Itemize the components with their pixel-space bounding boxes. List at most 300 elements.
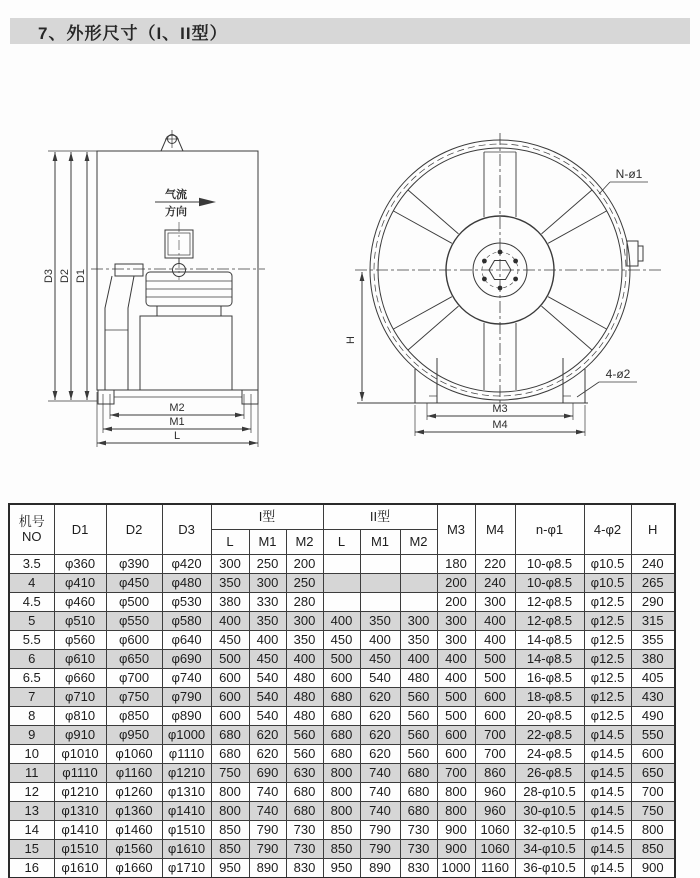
table-row — [9, 840, 675, 859]
table-cell: φ12.5 — [584, 707, 631, 726]
table-cell: φ580 — [162, 612, 211, 631]
table-cell: 250 — [286, 574, 323, 593]
table-cell: 8 — [9, 707, 54, 726]
table-cell: 680 — [323, 707, 360, 726]
table-cell: 5.5 — [9, 631, 54, 650]
table-cell: 30-φ10.5 — [515, 802, 584, 821]
table-cell: 560 — [286, 726, 323, 745]
header-4-phi2: 4-φ2 — [584, 504, 631, 555]
table-cell: φ660 — [54, 669, 106, 688]
table-cell: 350 — [400, 631, 437, 650]
table-cell: φ1610 — [162, 840, 211, 859]
table-cell: 400 — [360, 631, 400, 650]
foot-span-dimensions — [415, 403, 585, 436]
table-cell: 900 — [437, 840, 475, 859]
technical-drawings — [0, 55, 700, 495]
header-d3: D3 — [162, 504, 211, 555]
table-cell: 740 — [249, 783, 286, 802]
table-cell — [400, 593, 437, 612]
table-cell: 300 — [437, 631, 475, 650]
table-cell: φ14.5 — [584, 726, 631, 745]
table-cell: φ14.5 — [584, 859, 631, 878]
table-cell: 36-φ10.5 — [515, 859, 584, 878]
table-cell: φ1110 — [54, 764, 106, 783]
table-cell: 790 — [249, 840, 286, 859]
table-cell: 850 — [323, 821, 360, 840]
table-cell: 560 — [286, 745, 323, 764]
table-cell: 860 — [475, 764, 515, 783]
table-cell: 3.5 — [9, 555, 54, 574]
table-cell: 620 — [360, 726, 400, 745]
table-cell: φ1510 — [162, 821, 211, 840]
table-cell — [360, 574, 400, 593]
table-cell: 800 — [323, 764, 360, 783]
table-cell: 620 — [360, 745, 400, 764]
table-cell: φ910 — [54, 726, 106, 745]
table-cell: 4.5 — [9, 593, 54, 612]
table-cell: 355 — [631, 631, 675, 650]
table-cell: φ510 — [54, 612, 106, 631]
table-cell: φ890 — [162, 707, 211, 726]
table-cell: 740 — [360, 783, 400, 802]
table-cell: 500 — [211, 650, 249, 669]
table-cell: 10-φ8.5 — [515, 555, 584, 574]
left-foot — [98, 390, 114, 404]
table-cell: 400 — [475, 612, 515, 631]
table-cell: φ750 — [106, 688, 162, 707]
table-cell: 600 — [211, 707, 249, 726]
table-cell: 26-φ8.5 — [515, 764, 584, 783]
table-cell: 20-φ8.5 — [515, 707, 584, 726]
table-cell: 450 — [323, 631, 360, 650]
table-cell: 890 — [249, 859, 286, 878]
header-type2-l: L — [323, 530, 360, 555]
table-cell: 620 — [360, 688, 400, 707]
table-cell: 15 — [9, 840, 54, 859]
table-cell: φ12.5 — [584, 669, 631, 688]
side-view-drawing — [43, 130, 265, 447]
table-cell: φ1160 — [106, 764, 162, 783]
table-cell: φ1110 — [162, 745, 211, 764]
table-cell: 315 — [631, 612, 675, 631]
table-cell: 300 — [249, 574, 286, 593]
table-cell: 34-φ10.5 — [515, 840, 584, 859]
table-cell: 14 — [9, 821, 54, 840]
table-cell: 1160 — [475, 859, 515, 878]
table-cell: 350 — [249, 612, 286, 631]
table-cell: φ560 — [54, 631, 106, 650]
table-cell: 600 — [211, 669, 249, 688]
table-cell: 500 — [323, 650, 360, 669]
header-h: H — [631, 504, 675, 555]
dim-label-h: H — [345, 336, 357, 344]
table-row — [9, 859, 675, 878]
table-cell: 700 — [631, 783, 675, 802]
table-cell: 180 — [437, 555, 475, 574]
table-cell — [360, 593, 400, 612]
section-title: 7、外形尺寸（I、II型） — [38, 23, 228, 43]
table-cell: 680 — [211, 745, 249, 764]
header-type1-m1: M1 — [249, 530, 286, 555]
table-cell: φ10.5 — [584, 574, 631, 593]
table-cell: 950 — [323, 859, 360, 878]
table-cell: 680 — [323, 726, 360, 745]
table-cell: φ1410 — [54, 821, 106, 840]
table-cell — [323, 593, 360, 612]
table-cell: φ1410 — [162, 802, 211, 821]
table-cell: 380 — [211, 593, 249, 612]
table-cell: 220 — [475, 555, 515, 574]
table-cell: 12-φ8.5 — [515, 612, 584, 631]
table-cell: 12-φ8.5 — [515, 593, 584, 612]
table-cell: 10-φ8.5 — [515, 574, 584, 593]
dim-label-m1: M1 — [169, 416, 185, 428]
table-cell: 600 — [211, 688, 249, 707]
table-cell: 620 — [360, 707, 400, 726]
table-cell: 500 — [437, 707, 475, 726]
table-cell: 730 — [286, 821, 323, 840]
airflow-label-bottom: 方向 — [165, 206, 187, 218]
table-row — [9, 650, 675, 669]
table-cell: 800 — [211, 783, 249, 802]
table-cell: φ1460 — [106, 821, 162, 840]
header-no — [9, 504, 54, 555]
table-cell: 850 — [211, 840, 249, 859]
header-type1-l: L — [211, 530, 249, 555]
dim-label-d2: D2 — [59, 268, 71, 284]
table-cell: 600 — [475, 707, 515, 726]
table-cell: 500 — [475, 650, 515, 669]
table-cell: 480 — [400, 669, 437, 688]
table-cell: 490 — [631, 707, 675, 726]
table-cell: 680 — [286, 783, 323, 802]
table-cell: φ420 — [162, 555, 211, 574]
table-cell: 400 — [286, 650, 323, 669]
table-cell: φ1060 — [106, 745, 162, 764]
table-cell: φ390 — [106, 555, 162, 574]
table-cell: φ790 — [162, 688, 211, 707]
table-cell: 600 — [475, 688, 515, 707]
airflow-annotation — [155, 187, 216, 218]
table-cell: φ1210 — [162, 764, 211, 783]
table-cell: φ500 — [106, 593, 162, 612]
table-cell: 700 — [475, 726, 515, 745]
table-cell: 680 — [323, 745, 360, 764]
table-cell: 350 — [211, 574, 249, 593]
table-cell: 550 — [631, 726, 675, 745]
airflow-arrow-icon — [199, 198, 216, 206]
table-cell: 560 — [400, 688, 437, 707]
table-cell: 740 — [360, 802, 400, 821]
table-cell: φ1360 — [106, 802, 162, 821]
table-cell: 800 — [323, 802, 360, 821]
table-cell: 380 — [631, 650, 675, 669]
table-cell: 330 — [249, 593, 286, 612]
table-cell: φ1310 — [54, 802, 106, 821]
table-row — [9, 593, 675, 612]
table-cell: 560 — [400, 745, 437, 764]
table-row — [9, 631, 675, 650]
table-cell: 480 — [286, 688, 323, 707]
table-cell: 405 — [631, 669, 675, 688]
dimension-table — [8, 503, 676, 878]
fan-casing-outline — [97, 151, 258, 390]
table-cell — [360, 555, 400, 574]
table-cell: φ1000 — [162, 726, 211, 745]
table-cell: 300 — [400, 612, 437, 631]
header-type2: II型 — [323, 504, 437, 530]
table-row — [9, 574, 675, 593]
table-cell: 22-φ8.5 — [515, 726, 584, 745]
table-cell: φ460 — [54, 593, 106, 612]
table-cell: 600 — [323, 669, 360, 688]
table-cell: 450 — [360, 650, 400, 669]
table-cell: 480 — [286, 669, 323, 688]
table-cell: 730 — [286, 840, 323, 859]
table-cell: 540 — [249, 707, 286, 726]
table-cell: 32-φ10.5 — [515, 821, 584, 840]
table-cell: 830 — [286, 859, 323, 878]
table-cell: 350 — [360, 612, 400, 631]
table-cell: 500 — [475, 669, 515, 688]
dimension-table-body — [9, 555, 675, 878]
dim-label-m2: M2 — [169, 402, 185, 414]
table-cell: φ14.5 — [584, 821, 631, 840]
table-row — [9, 612, 675, 631]
table-cell: 680 — [400, 764, 437, 783]
table-row — [9, 726, 675, 745]
table-cell: 16-φ8.5 — [515, 669, 584, 688]
table-cell: φ1710 — [162, 859, 211, 878]
table-cell: 16 — [9, 859, 54, 878]
motor-assembly — [140, 222, 232, 390]
table-cell: 690 — [249, 764, 286, 783]
table-cell: 680 — [286, 802, 323, 821]
table-cell — [323, 574, 360, 593]
table-cell: 400 — [475, 631, 515, 650]
table-cell: 14-φ8.5 — [515, 631, 584, 650]
table-cell: φ1310 — [162, 783, 211, 802]
table-cell: 750 — [631, 802, 675, 821]
header-no-en: NO — [22, 528, 42, 544]
table-cell: 10 — [9, 745, 54, 764]
table-cell: 1060 — [475, 821, 515, 840]
table-cell: 350 — [286, 631, 323, 650]
table-cell: φ1260 — [106, 783, 162, 802]
table-cell: 400 — [400, 650, 437, 669]
table-cell: 560 — [400, 726, 437, 745]
table-row — [9, 745, 675, 764]
table-cell: 790 — [360, 840, 400, 859]
table-cell: 740 — [249, 802, 286, 821]
table-cell: φ410 — [54, 574, 106, 593]
table-cell: 790 — [360, 821, 400, 840]
table-cell: φ360 — [54, 555, 106, 574]
table-cell: φ1210 — [54, 783, 106, 802]
front-view-drawing — [345, 133, 663, 436]
table-row — [9, 688, 675, 707]
right-foot — [242, 390, 258, 404]
table-cell: 24-φ8.5 — [515, 745, 584, 764]
table-cell: 850 — [631, 840, 675, 859]
header-d1: D1 — [54, 504, 106, 555]
table-cell: φ12.5 — [584, 650, 631, 669]
table-cell: 900 — [437, 821, 475, 840]
front-feet — [357, 358, 588, 403]
table-row — [9, 764, 675, 783]
table-cell: φ1560 — [106, 840, 162, 859]
table-cell: 280 — [286, 593, 323, 612]
table-cell: 730 — [400, 821, 437, 840]
table-cell: 300 — [286, 612, 323, 631]
table-cell: 540 — [249, 688, 286, 707]
table-cell: φ10.5 — [584, 555, 631, 574]
table-cell: 265 — [631, 574, 675, 593]
table-cell: φ710 — [54, 688, 106, 707]
table-cell: 800 — [211, 802, 249, 821]
table-cell: 800 — [631, 821, 675, 840]
table-cell: 240 — [631, 555, 675, 574]
dim-label-m4: M4 — [492, 419, 508, 431]
table-cell: φ650 — [106, 650, 162, 669]
lifting-lug-icon — [161, 130, 183, 151]
table-cell: 300 — [437, 612, 475, 631]
table-cell: φ14.5 — [584, 802, 631, 821]
header-d2: D2 — [106, 504, 162, 555]
table-cell: φ850 — [106, 707, 162, 726]
table-cell: 600 — [631, 745, 675, 764]
base-dimensions — [97, 392, 258, 447]
table-cell: φ14.5 — [584, 764, 631, 783]
table-cell: 700 — [475, 745, 515, 764]
table-cell: φ12.5 — [584, 612, 631, 631]
support-bracket — [105, 264, 143, 390]
header-n-phi1: n-φ1 — [515, 504, 584, 555]
table-cell: 620 — [249, 726, 286, 745]
table-cell: 1000 — [437, 859, 475, 878]
table-cell: 800 — [437, 802, 475, 821]
table-cell: φ14.5 — [584, 840, 631, 859]
table-cell: 200 — [437, 593, 475, 612]
table-cell: 6.5 — [9, 669, 54, 688]
table-cell: 18-φ8.5 — [515, 688, 584, 707]
table-cell: 13 — [9, 802, 54, 821]
table-cell: 400 — [249, 631, 286, 650]
table-row — [9, 669, 675, 688]
table-cell: 250 — [249, 555, 286, 574]
table-row — [9, 802, 675, 821]
table-cell: 750 — [211, 764, 249, 783]
table-cell: φ690 — [162, 650, 211, 669]
table-cell: 430 — [631, 688, 675, 707]
table-cell: φ450 — [106, 574, 162, 593]
header-no-cn: 机号 — [18, 513, 45, 529]
table-cell: φ12.5 — [584, 688, 631, 707]
header-type2-m1: M1 — [360, 530, 400, 555]
table-cell: 200 — [437, 574, 475, 593]
dim-label-d3: D3 — [43, 268, 55, 284]
table-cell — [323, 555, 360, 574]
table-cell: 850 — [211, 821, 249, 840]
table-cell: φ14.5 — [584, 745, 631, 764]
table-cell: φ12.5 — [584, 593, 631, 612]
table-cell: 730 — [400, 840, 437, 859]
table-cell: 900 — [631, 859, 675, 878]
table-cell: 400 — [211, 612, 249, 631]
airflow-label-top: 气流 — [165, 189, 187, 201]
table-cell: 14-φ8.5 — [515, 650, 584, 669]
table-cell: 1060 — [475, 840, 515, 859]
table-cell: 450 — [249, 650, 286, 669]
table-cell: 28-φ10.5 — [515, 783, 584, 802]
table-cell: 400 — [437, 669, 475, 688]
table-cell: 950 — [211, 859, 249, 878]
table-cell: 650 — [631, 764, 675, 783]
table-cell: 4 — [9, 574, 54, 593]
dim-label-d1: D1 — [75, 268, 87, 284]
table-row — [9, 555, 675, 574]
table-cell: 5 — [9, 612, 54, 631]
table-row — [9, 783, 675, 802]
table-cell: φ950 — [106, 726, 162, 745]
table-cell — [400, 555, 437, 574]
table-cell: φ600 — [106, 631, 162, 650]
table-cell: φ550 — [106, 612, 162, 631]
h-dimension — [345, 272, 362, 401]
table-cell: 680 — [323, 688, 360, 707]
dim-label-l: L — [173, 430, 181, 442]
foot-hole-label: 4-ø2 — [605, 367, 631, 381]
table-cell — [400, 574, 437, 593]
table-row — [9, 707, 675, 726]
table-cell: 680 — [400, 802, 437, 821]
header-m4: M4 — [475, 504, 515, 555]
table-cell: 740 — [360, 764, 400, 783]
bolt-hole-callout — [599, 167, 648, 194]
table-cell: 500 — [437, 688, 475, 707]
header-type1: I型 — [211, 504, 323, 530]
header-type2-m2: M2 — [400, 530, 437, 555]
table-cell: 7 — [9, 688, 54, 707]
table-cell: φ530 — [162, 593, 211, 612]
table-cell: 6 — [9, 650, 54, 669]
table-row — [9, 821, 675, 840]
table-cell: 9 — [9, 726, 54, 745]
table-cell: 620 — [249, 745, 286, 764]
table-header — [9, 504, 675, 555]
table-cell: 560 — [400, 707, 437, 726]
section-title-bar — [10, 18, 690, 44]
header-m3: M3 — [437, 504, 475, 555]
table-cell: φ700 — [106, 669, 162, 688]
table-cell: 540 — [360, 669, 400, 688]
table-cell: 11 — [9, 764, 54, 783]
table-cell: 960 — [475, 783, 515, 802]
table-cell: φ640 — [162, 631, 211, 650]
table-cell: 850 — [323, 840, 360, 859]
table-cell: 540 — [249, 669, 286, 688]
table-cell: φ14.5 — [584, 783, 631, 802]
table-cell: 12 — [9, 783, 54, 802]
table-cell: φ810 — [54, 707, 106, 726]
table-cell: φ1610 — [54, 859, 106, 878]
n-hole-label: N-ø1 — [615, 167, 643, 181]
dim-label-m3: M3 — [492, 403, 508, 415]
table-cell: 200 — [286, 555, 323, 574]
table-cell: 450 — [211, 631, 249, 650]
table-cell: φ1010 — [54, 745, 106, 764]
table-cell: 830 — [400, 859, 437, 878]
